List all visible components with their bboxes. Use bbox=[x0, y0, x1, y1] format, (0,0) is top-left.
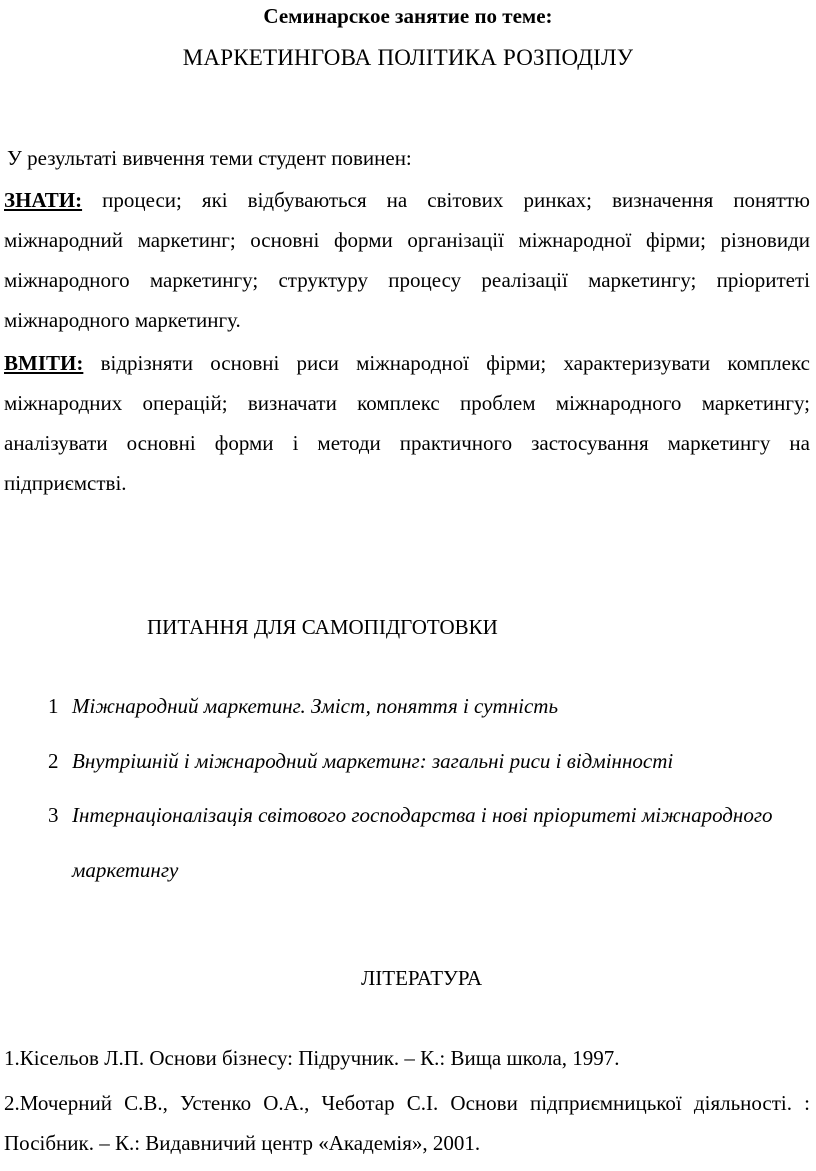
seminar-subtitle: Семинарское занятие по теме: bbox=[263, 4, 553, 28]
question-number: 2 bbox=[48, 749, 59, 773]
question-number: 1 bbox=[48, 694, 59, 718]
can-label: ВМІТИ: bbox=[4, 351, 84, 375]
know-paragraph bbox=[4, 180, 810, 340]
literature-item: 1.Кісельов Л.П. Основи бізнесу: Підручник. – К.: Вища школа, 1997. bbox=[4, 1046, 620, 1070]
question-text: Міжнародний маркетинг. Зміст, поняття і сутність bbox=[72, 694, 559, 718]
topic-title: МАРКЕТИНГОВА ПОЛІТИКА РОЗПОДІЛУ bbox=[182, 45, 634, 70]
can-text: відрізняти основні риси міжнародної фірми; характеризувати комплекс міжнародних операцій; визначати комплекс проблем міжнародного маркетингу; аналізувати основні форми і методи практичного застосування маркетингу на підприємстві. bbox=[4, 351, 810, 495]
question-number: 3 bbox=[48, 803, 59, 827]
question-item bbox=[48, 679, 808, 734]
question-text: Внутрішній і міжнародний маркетинг: загальні риси і відмінності bbox=[72, 749, 674, 773]
know-label: ЗНАТИ: bbox=[4, 188, 83, 212]
question-text: Інтернаціоналізація світового господарства і нові пріоритеті міжнародного маркетингу bbox=[72, 803, 773, 882]
literature-item: 2.Мочерний С.В., Устенко О.А., Чеботар С.І. Основи підприємницької діяльності. : Посібник. – К.: Видавничий центр «Академія», 2001. bbox=[4, 1091, 810, 1155]
can-paragraph bbox=[4, 343, 810, 503]
know-text: процеси; які відбуваються на світових ринках; визначення поняттю міжнародний маркетинг; основні форми організації міжнародної фірми; різновиди міжнародного маркетингу; структуру процесу реалізації маркетингу; пріоритеті міжнародного маркетингу. bbox=[4, 188, 810, 332]
literature-heading: ЛІТЕРАТУРА bbox=[361, 966, 483, 990]
intro-text: У результаті вивчення теми студент повинен: bbox=[7, 146, 412, 170]
question-item bbox=[48, 734, 808, 789]
question-item bbox=[48, 788, 808, 882]
questions-heading: ПИТАННЯ ДЛЯ САМОПІДГОТОВКИ bbox=[147, 615, 498, 639]
